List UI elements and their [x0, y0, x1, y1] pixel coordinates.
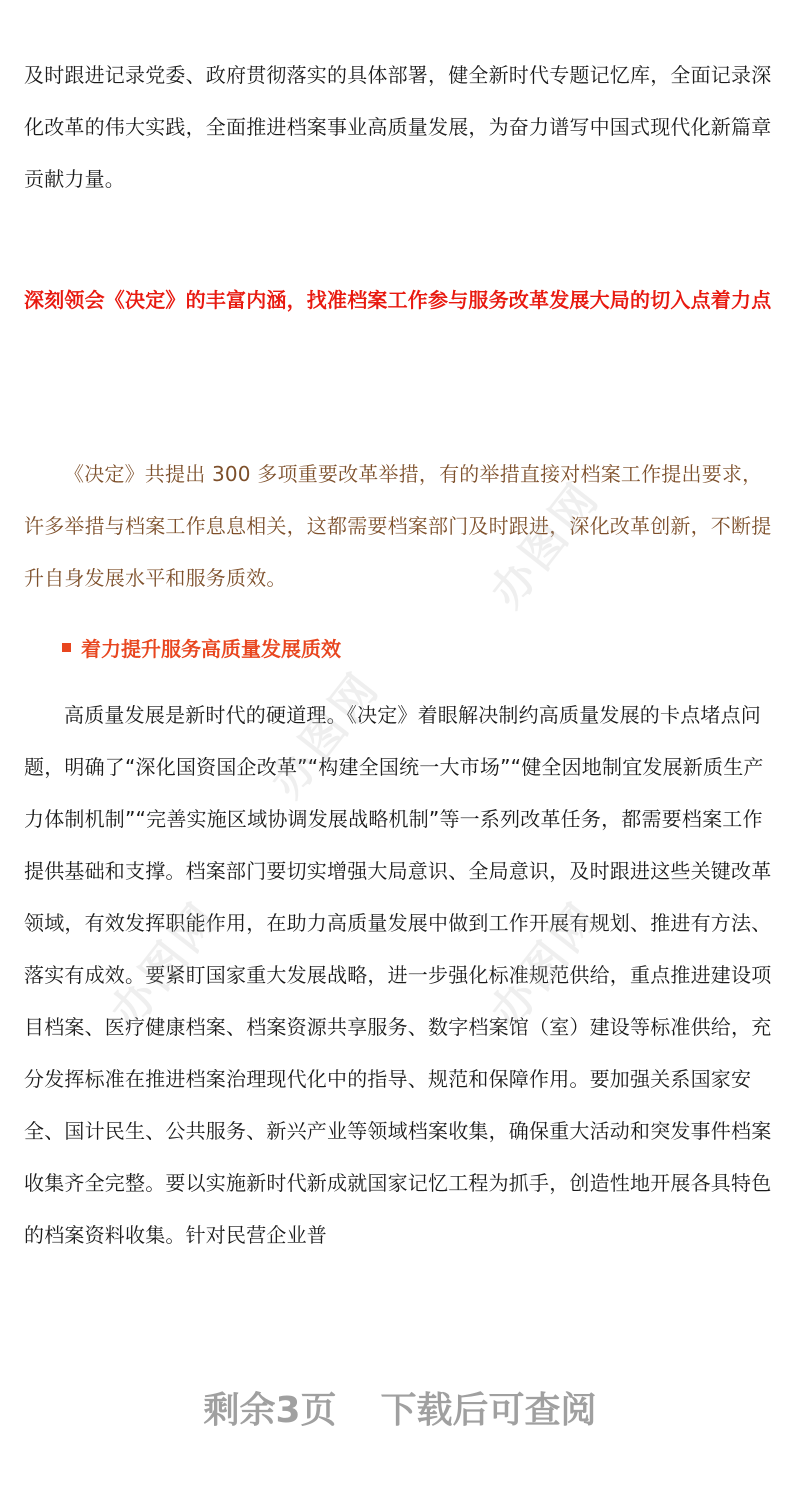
paragraph-intro: 及时跟进记录党委、政府贯彻落实的具体部署，健全新时代专题记忆库，全面记录深化改革的伟大实践，全面推进档案事业高质量发展，为奋力谱写中国式现代化新篇章贡献力量。 [24, 63, 772, 191]
paragraph-decision-summary: 《决定》共提出 300 多项重要改革举措，有的举措直接对档案工作提出要求，许多举措与档案工作息息相关，这都需要档案部门及时跟进，深化改革创新，不断提升自身发展水平和服务质效。 [24, 462, 772, 590]
download-prompt[interactable] [0, 1382, 800, 1433]
paragraph-high-quality-development: 高质量发展是新时代的硬道理。《决定》着眼解决制约高质量发展的卡点堵点问题，明确了“深化国资国企改革”“构建全国统一大市场”“健全因地制宜发展新质生产力体制机制”“完善实施区域协调发展战略机制”等一系列改革任务，都需要档案工作提供基础和支撑。档案部门要切实增强大局意识、全局意识，及时跟进这些关键改革领域，有效发挥职能作用，在助力高质量发展中做到工作开展有规划、推进有方法、落实有成效。要紧盯国家重大发展战略，进一步强化标准规范供给，重点推进建设项目档案、医疗健康档案、档案资源共享服务、数字档案馆（室）建设等标准供给，充分发挥标准在推进档案治理现代化中的指导、规范和保障作用。要加强关系国家安全、国计民生、公共服务、新兴产业等领域档案收集，确保重大活动和突发事件档案收集齐全完整。要以实施新时代新成就国家记忆工程为抓手，创造性地开展各具特色的档案资料收集。针对民营企业普 [24, 703, 772, 1247]
watermark: 办图网 [481, 892, 610, 1038]
section-heading: 深刻领会《决定》的丰富内涵，找准档案工作参与服务改革发展大局的切入点着力点 [24, 288, 772, 312]
download-to-view-label: 下载后可查阅 [380, 1390, 597, 1431]
subsection-heading [62, 630, 341, 664]
remaining-pages-label: 剩余3页 [203, 1390, 337, 1431]
square-bullet-icon [62, 643, 71, 652]
watermark: 办图网 [481, 472, 610, 618]
watermark: 办图网 [101, 892, 230, 1038]
subsection-heading-text: 着力提升服务高质量发展质效 [81, 636, 341, 661]
watermark: 办图网 [261, 662, 390, 808]
